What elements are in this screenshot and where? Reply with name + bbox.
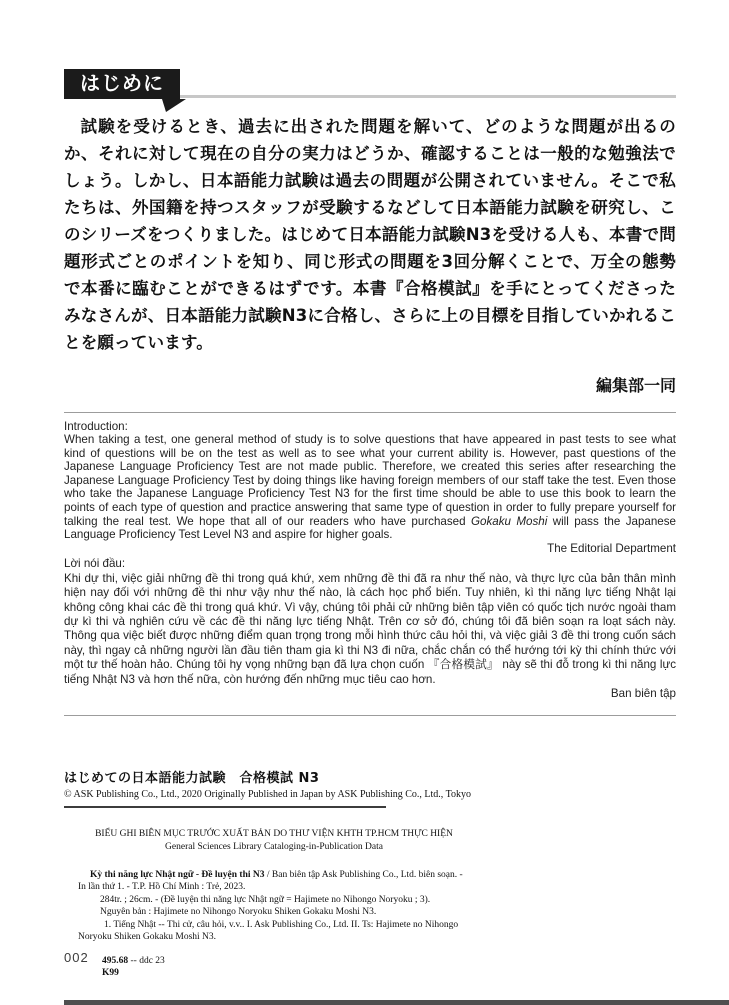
vietnamese-heading: Lời nói đầu: xyxy=(64,557,126,571)
header-title-box xyxy=(64,69,180,99)
page-title: はじめに xyxy=(80,71,164,95)
vietnamese-section xyxy=(64,557,676,701)
cip-original-title: Nguyên bản : Hajimete no Nihongo Noryoku Shiken Gokaku Moshi N3. xyxy=(100,907,377,917)
cip-heading-vietnamese: BIỂU GHI BIÊN MỤC TRƯỚC XUẤT BẢN DO THƯ VIỆN KHTH TP.HCM THỰC HIỆN xyxy=(95,828,453,839)
english-body-after: will pass the Japanese Language Proficiency Test Level N3 and aspire for higher goals. xyxy=(64,514,676,542)
english-body-before: When taking a test, one general method of study is to solve questions that have appeared in past tests to see what kind of questions will be on the test as well as to see what your current ability is. However, past questions of the Japanese Language Proficiency Test are not made public. Therefore, we created this series after researching the Japanese Language Proficiency Test by doing things like having foreign members of our staff take the test. Even those who take the Japanese Language Proficiency Test N3 for the first time should be able to use this book to learn the points of each type of question and practice answering that same type of question in order to fully prepare yourself for talking the real test. We hope that all of our readers who have purchased xyxy=(64,433,676,528)
japanese-intro-paragraph: 試験を受けるとき、過去に出された問題を解いて、どのような問題が出るのか、それに対して現在の自分の実力はどうか、確認することは一般的な勉強法でしょう。しかし、日本語能力試験は過去の問題が公開されていません。そこで私たちは、外国籍を持つスタッフが受験するなどして日本語能力試験を研究し、このシリーズをつくりました。はじめて日本語能力試験N3を受ける人も、本書で問題形式ごとのポイントを知り、同じ形式の問題を3回分解くことで、万全の態勢で本番に臨むことができるはずです。本書『合格模試』を手にとってくださったみなさんが、日本語能力試験N3に合格し、さらに上の目標を目指していかれることを願っています。 xyxy=(64,117,676,352)
cip-ddc-suffix: -- ddc 23 xyxy=(128,955,165,966)
cip-entry-title: Kỳ thi năng lực Nhật ngữ - Đề luyện thi N3 xyxy=(90,869,265,880)
japanese-signature: 編集部一同 xyxy=(595,375,676,395)
english-paragraph xyxy=(64,433,676,542)
section-divider-bottom xyxy=(64,715,676,716)
speech-bubble-tail-decoration xyxy=(162,99,186,112)
copyright-line: © ASK Publishing Co., Ltd., 2020 Originally Published in Japan by ASK Publishing Co., Ltd., Tokyo xyxy=(64,788,472,800)
section-header xyxy=(64,69,676,99)
cip-entry-rest: / Ban biên tập Ask Publishing Co., Ltd. biên soạn. - In lần thứ 1. - T.P. Hồ Chí Minh : Trẻ, 2023. xyxy=(78,869,463,892)
cip-ddc-number xyxy=(102,955,470,968)
cip-ddc-value: 495.68 xyxy=(102,955,129,966)
cip-entry xyxy=(78,869,470,894)
english-heading: Introduction: xyxy=(64,419,128,433)
page-bottom-edge-bar xyxy=(64,1000,729,1005)
header-rule xyxy=(180,95,676,98)
cip-call-number: K99 xyxy=(102,968,119,978)
colophon xyxy=(64,767,676,808)
page-number: 002 xyxy=(64,950,89,965)
cip-physical-description: 284tr. ; 26cm. - (Đề luyện thi năng lực Nhật ngữ = Hajimete no Nihongo Noryoku ; 3). xyxy=(100,894,431,905)
english-section xyxy=(64,420,676,556)
english-signature: The Editorial Department xyxy=(547,541,676,555)
cip-heading-english: General Sciences Library Cataloging-in-Publication Data xyxy=(165,842,383,852)
cip-tracing: 1. Tiếng Nhật -- Thi cử, câu hỏi, v.v.. I. Ask Publishing Co., Ltd. II. Ts: Hajimete no Nihongo Noryoku Shiken Gokaku Moshi N3. xyxy=(78,919,459,942)
cip-top-rule xyxy=(64,806,386,808)
vietnamese-signature: Ban biên tập xyxy=(610,687,676,701)
book-title: はじめての日本語能力試験 合格模試 N3 xyxy=(64,770,320,786)
english-book-title: Gokaku Moshi xyxy=(471,514,548,528)
section-divider-top xyxy=(64,412,676,413)
cip-block xyxy=(78,828,470,980)
vietnamese-paragraph: Khi dự thi, việc giải những đề thi trong quá khứ, xem những đề thi đã ra như thế nào, và thực lực của bản thân mình hiện nay đối với những đề thi như vậy như thế nào, là cách học phổ biến. Tuy nhiên, kì thi năng lực tiếng Nhật lại không công khai các đề thi trong quá khứ. Vì vậy, chúng tôi phải cử những biên tập viên có quốc tịch nước ngoài tham dự kì thi và nghiên cứu về các đề thi năng lực tiếng Nhật. Trên cơ sở đó, chúng tôi đã biên soạn ra loạt sách này. Thông qua việc biết được những điểm quan trọng trong mỗi hình thức câu hỏi thi, và việc giải 3 đề thi trong cuốn sách này, thì ngay cả những người lần đầu tiên tham gia kì thi N3 đi nữa, chắc chắn có thể hướng tới kỳ thi chính thức với một tư thế hoàn hảo. Chúng tôi hy vọng những bạn đã lựa chọn cuốn 『合格模試』 này sẽ thi đỗ trong kì thi năng lực tiếng Nhật N3 và hơn thế nữa, còn hướng đến những mục tiêu cao hơn. xyxy=(64,571,676,686)
